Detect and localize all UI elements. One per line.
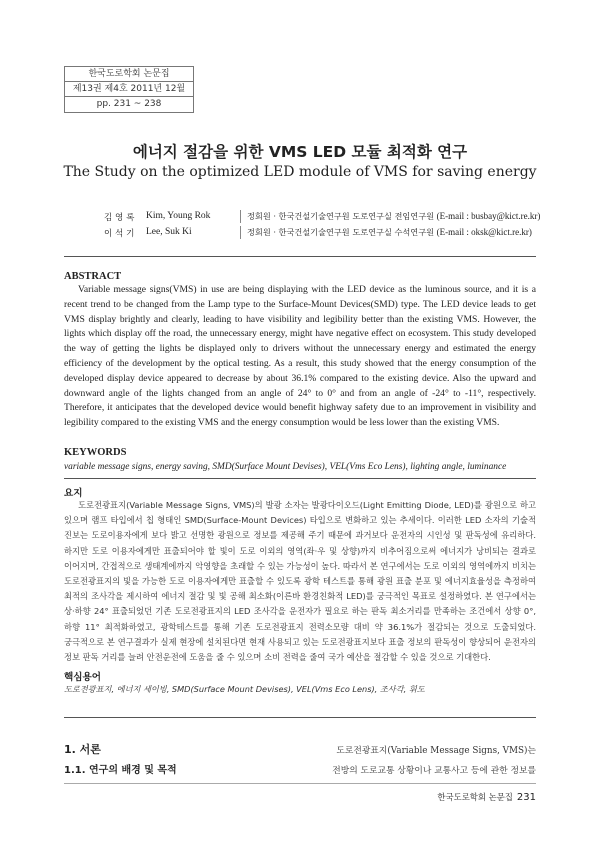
author-name-ko: 이 석 기 xyxy=(104,229,135,239)
divider-middle xyxy=(64,478,536,479)
author-name-en: Kim, Young Rok xyxy=(146,211,211,221)
keywords-body: variable message signs, energy saving, SMD(Surface Mount Devises), VEL(Vms Eco Lens), lighting angle, luminance xyxy=(64,462,507,472)
title-english: The Study on the optimized LED module of VMS for saving energy xyxy=(63,164,537,180)
author-email: (E-mail : busbay@kict.re.kr) xyxy=(436,211,541,221)
page-number: 231 xyxy=(516,792,536,803)
author-name-en: Lee, Suk Ki xyxy=(146,227,192,237)
yoji-heading: 요지 xyxy=(64,488,83,499)
journal-pages: pp. 231 ~ 238 xyxy=(96,99,162,109)
author-email: (E-mail : oksk@kict.re.kr) xyxy=(436,227,532,237)
author-divider xyxy=(240,210,241,223)
journal-info-box xyxy=(64,66,194,113)
core-terms-heading: 핵심용어 xyxy=(64,672,102,683)
divider-top xyxy=(64,256,536,257)
subsection-heading: 1.1. 연구의 배경 및 목적 xyxy=(64,765,177,776)
body-line-1: 도로전광표지(Variable Message Signs, VMS)는 xyxy=(336,746,536,756)
abstract-heading: ABSTRACT xyxy=(64,271,122,282)
footer-journal: 한국도로학회 논문집 xyxy=(437,792,513,802)
body-line-2: 전방의 도로교통 상황이나 교통사고 등에 관한 정보를 xyxy=(332,766,536,776)
author-divider xyxy=(240,226,241,239)
author-affiliation-text: 정회원 · 한국건설기술연구원 도로연구실 전임연구원 xyxy=(247,211,435,221)
core-terms-body: 도로전광표지, 에너지 세이빙, SMD(Surface Mount Devises), VEL(Vms Eco Lens), 조사각, 휘도 xyxy=(64,684,425,694)
page-footer xyxy=(437,791,536,803)
abstract-body: Variable message signs(VMS) in use are being displaying with the LED device as the luminous source, and it is a recent trend to be changed from the Lamp type to the Surface-Mount Devices(SMD) type. The LED device leads to get VMS display brightly and clearly, leading to have visibility and legibility better than the existing VMS. However, the lights which display off the road, the unnecessary energy, might have negative effect on ecosystem. This study developed the way of getting the lights be displayed only to drivers without the unnecessary energy and estimated the energy efficiency of the development by the optical testing. As a result, this study showed that the energy consumption of the developed display device appeared to decrease by about 36.1% compared to the existing device. Also the upward and downward angle of the lights changed from an angle of 24° to 0° and from an angle of -24° to -11°, respectively. Therefore, it anticipates that the developed device would benefit highway safety due to an improvement in visibility and legibility compared to the existing VMS and the energy consumption would be less lower than the existing VMS. xyxy=(64,284,536,429)
journal-name: 한국도로학회 논문집 xyxy=(65,67,193,82)
journal-issue: 제13권 제4호 2011년 12월 xyxy=(65,82,193,97)
footer-rule xyxy=(64,783,536,784)
author-affiliation-text: 정회원 · 한국건설기술연구원 도로연구실 수석연구원 xyxy=(247,227,435,237)
author-name-ko: 김 영 록 xyxy=(104,213,135,223)
author-affiliation xyxy=(247,227,532,238)
title-korean: 에너지 절감을 위한 VMS LED 모듈 최적화 연구 xyxy=(132,143,468,161)
divider-bottom xyxy=(64,717,536,718)
keywords-heading: KEYWORDS xyxy=(64,447,127,458)
yoji-body: 도로전광표지(Variable Message Signs, VMS)의 발광 소자는 발광다이오드(Light Emitting Diode, LED)를 광원으로 하고 있으며 램프 타입에서 칩 형태인 SMD(Surface-Mount Devices) 타입으로 변화하고 있는 추세이다. 이러한 LED 소자의 기술적 진보는 도로이용자에게 보다 밝고 선명한 광원으로 정보를 제공해 주기 때문에 과거보다 운전자의 시인성 및 판독성에 유리하다. 하지만 도로 이용자에게만 표출되어야 할 빛이 도로 이외의 영역(좌·우 및 상향)까지 비추어짐으로써 에너지가 낭비되는 결과로 이어지며, 간접적으로 생태계에까지 악영향을 초래할 수 있는 가능성이 높다. 따라서 본 연구에서는 도로 이외의 영역에까지 비치는 도로전광표지의 빛을 가능한 도로 이용자에게만 표출할 수 있도록 광학 테스트를 통해 광원 표출 분포 및 에너지효율성을 측정하여 최적의 조사각을 제시하여 에너지 절감 및 빛 공해 최소화(이른바 환경친화적 LED)를 궁극적인 목표로 설정하였다. 본 연구에서는 상·하향 24° 표출되었던 기존 도로전광표지의 LED 조사각을 운전자가 필요로 하는 판독 최소거리를 만족하는 조건에서 상향 0°, 하향 11° 최적화하였고, 광학테스트를 통해 기존 도로전광표지 전력소모량 대비 약 36.1%가 절감되는 것으로 도출되었다. 궁극적으로 본 연구결과가 실제 현장에 설치된다면 현재 사용되고 있는 도로전광표지보다 표출 정보의 판독성이 향상되어 운전자의 정보 판독 거리를 늘려 안전운전에 도움을 줄 수 있으며 소비 전력을 줄여 국가 예산을 절감할 수 있을 것으로 기대한다. xyxy=(64,500,536,663)
author-affiliation xyxy=(247,211,540,222)
section-heading: 1. 서론 xyxy=(64,743,101,756)
